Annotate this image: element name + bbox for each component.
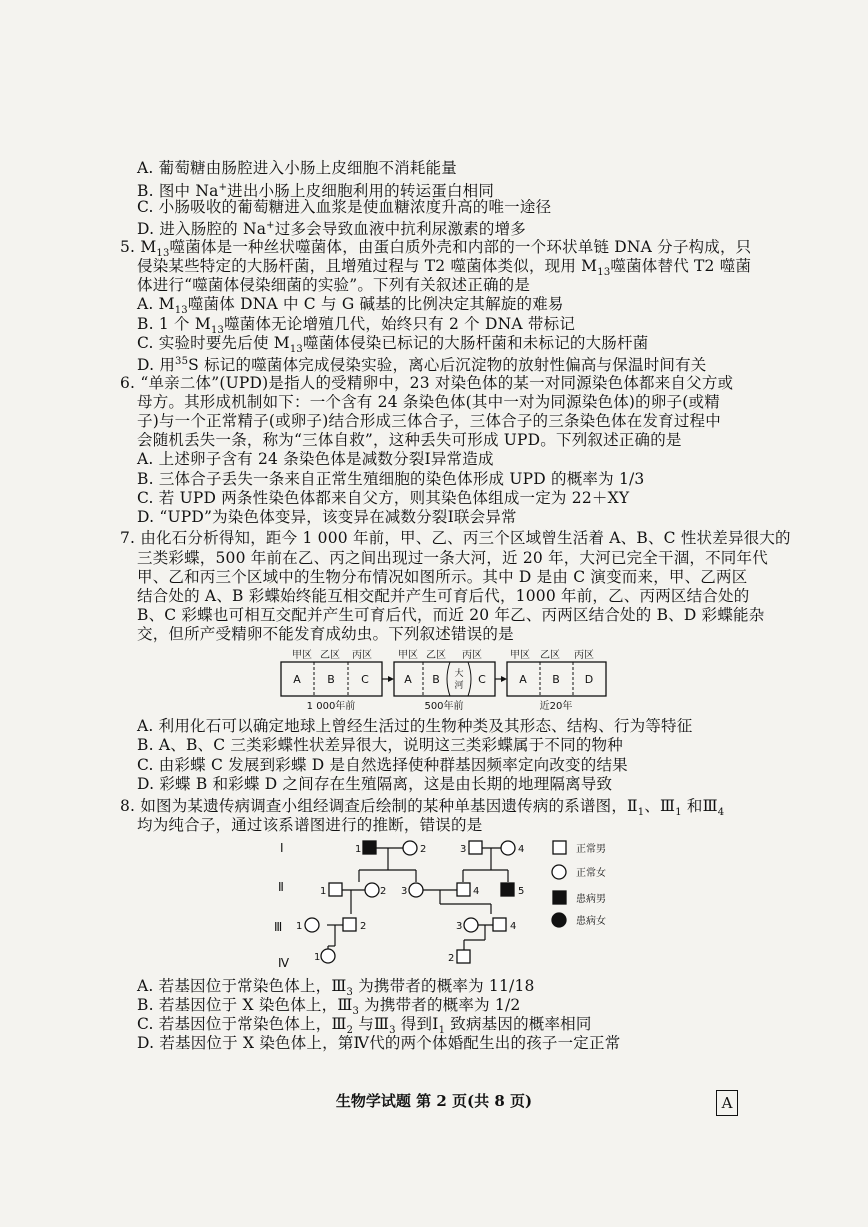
q5-stem-line3: 体进行“噬菌体侵染细菌的实验”。下列有关叙述正确的是 xyxy=(137,276,531,294)
q5-option-a: A. $M_{13}$噬菌体 DNA 中 C 与 G 碱基的比例决定其解旋的难易 xyxy=(137,295,564,317)
page-footer: 生物学试题 第 2 页(共 8 页) xyxy=(335,1092,533,1110)
legend-normal-male-icon xyxy=(553,841,566,854)
q6-option-c: C. 若 UPD 两条性染色体都来自父方，则其染色体组成一定为 22＋XY xyxy=(137,489,630,507)
q8-stem-line2: 均为纯合子，通过该系谱图进行的推断，错误的是 xyxy=(137,816,483,834)
fig-river-label: 河 xyxy=(454,681,464,691)
normal-male-symbol xyxy=(457,950,470,963)
q5-option-b: B. 1 个 $M_{13}$噬菌体无论增殖几代，始终只有 2 个 DNA 带标记 xyxy=(137,315,576,337)
q7-option-a: A. 利用化石可以确定地球上曾经生活过的生物种类及其形态、结构、行为等特征 xyxy=(137,717,693,735)
q4-option-b: B. 图中 Na+进出小肠上皮细胞利用的转运蛋白相同 xyxy=(137,182,495,201)
pedigree-number: 1 xyxy=(314,952,321,963)
fig-species: C xyxy=(478,673,486,686)
normal-female-symbol xyxy=(501,841,515,855)
normal-male-symbol xyxy=(457,883,470,896)
pedigree-chart xyxy=(270,834,650,970)
legend-label: 正常女 xyxy=(576,868,606,879)
generation-label: Ⅰ xyxy=(280,841,284,855)
fig-species: B xyxy=(327,673,335,686)
fig-caption: 近20年 xyxy=(539,701,573,712)
legend-label: 正常男 xyxy=(576,844,606,855)
q5-option-c: C. 实验时要先后使 $M_{13}$噬菌体侵染已标记的大肠杆菌和未标记的大肠杆菌 xyxy=(137,334,649,356)
normal-male-symbol xyxy=(329,883,342,896)
legend-label: 患病男 xyxy=(576,894,606,905)
fig-zone-label: 乙区 xyxy=(426,650,446,661)
q7-option-c: C. 由彩蝶 C 发展到彩蝶 D 是自然选择使种群基因频率定向改变的结果 xyxy=(137,756,628,774)
fig-zone-label: 甲区 xyxy=(510,650,530,661)
q5-stem-line2: 侵染某些特定的大肠杆菌，且增殖过程与 T2 噬菌体类似，现用 $M_{13}$噬菌体替代 T2 噬菌 xyxy=(137,257,752,279)
version-badge: A xyxy=(716,1090,738,1116)
q7-stem-line1: 7. 由化石分析得知，距今 1 000 年前，甲、乙、丙三个区域曾生活着 A、B、C 性状差异很大的 xyxy=(120,529,791,547)
q6-stem-line3: 子)与一个正常精子(或卵子)结合形成三体合子，三体合子的三条染色体在发育过程中 xyxy=(137,412,721,430)
q4-option-c: C. 小肠吸收的葡萄糖进入血浆是使血糖浓度升高的唯一途径 xyxy=(137,198,552,216)
normal-male-symbol xyxy=(493,918,506,931)
fig-caption: 500年前 xyxy=(424,701,464,712)
q4-option-a: A. 葡萄糖由肠腔进入小肠上皮细胞不消耗能量 xyxy=(137,159,457,177)
normal-female-symbol xyxy=(403,841,417,855)
q7-stem-line5: B、C 彩蝶也可相互交配并产生可育后代，而近 20 年乙、丙两区结合处的 B、D 彩蝶能杂 xyxy=(137,606,765,624)
fig-zone-label: 丙区 xyxy=(352,650,372,661)
pedigree-number: 5 xyxy=(518,886,525,897)
q7-stem-line4: 结合处的 A、B 彩蝶始终能互相交配并产生可育后代，1000 年前，乙、丙两区结合处的 xyxy=(137,587,750,605)
fig-zone-label: 甲区 xyxy=(398,650,418,661)
q7-stem-line3: 甲、乙和丙三个区域中的生物分布情况如图所示。其中 D 是由 C 演变而来，甲、乙两区 xyxy=(137,568,748,586)
q7-stem-line6: 交，但所产受精卵不能发育成幼虫。下列叙述错误的是 xyxy=(137,625,514,643)
fig-species: D xyxy=(584,673,594,686)
q4-option-d: D. 进入肠腔的 Na+过多会导致血液中抗利尿激素的增多 xyxy=(137,220,526,239)
legend-normal-female-icon xyxy=(552,865,566,879)
q6-stem-line4: 会随机丢失一条，称为“三体自救”，这种丢失可形成 UPD。下列叙述正确的是 xyxy=(137,431,682,449)
q8-option-a: A. 若基因位于常染色体上，$Ⅲ_3$ 为携带者的概率为 11/18 xyxy=(137,977,535,999)
legend-affected-male-icon xyxy=(553,891,566,904)
q7-option-d: D. 彩蝶 B 和彩蝶 D 之间存在生殖隔离，这是由长期的地理隔离导致 xyxy=(137,775,613,793)
arrow-right-icon xyxy=(388,676,394,682)
q6-stem-line1: 6. “单亲二体”(UPD)是指人的受精卵中，23 对染色体的某一对同源染色体都来自父方或 xyxy=(120,374,734,392)
fig-species: A xyxy=(519,673,527,686)
legend-affected-female-icon xyxy=(552,913,566,927)
fig-zone-label: 丙区 xyxy=(462,650,482,661)
normal-female-symbol xyxy=(321,949,335,963)
q5-option-d: D. 用$^{35}$S 标记的噬菌体完成侵染实验，离心后沉淀物的放射性偏高与保温时间有关 xyxy=(137,356,707,375)
generation-label: Ⅳ xyxy=(278,956,290,970)
normal-female-symbol xyxy=(464,918,478,932)
fig-caption: 1 000年前 xyxy=(306,701,356,712)
q6-option-d: D. “UPD”为染色体变异，该变异在减数分裂Ⅰ联会异常 xyxy=(137,508,517,526)
q8-stem-line1: 8. 如图为某遗传病调查小组经调查后绘制的某种单基因遗传病的系谱图，$Ⅱ_1$、$Ⅲ_1$ 和$Ⅲ_4$ xyxy=(120,797,725,819)
q7-option-b: B. A、B、C 三类彩蝶性状差异很大，说明这三类彩蝶属于不同的物种 xyxy=(137,736,623,754)
butterfly-distribution-figure xyxy=(278,646,610,712)
pedigree-number: 4 xyxy=(510,921,517,932)
pedigree-number: 4 xyxy=(473,886,480,897)
pedigree-number: 2 xyxy=(448,953,455,964)
fig-zone-label: 甲区 xyxy=(292,650,312,661)
pedigree-number: 2 xyxy=(360,921,367,932)
fig-zone-label: 乙区 xyxy=(320,650,340,661)
fig-species: B xyxy=(552,673,560,686)
normal-female-symbol xyxy=(305,918,319,932)
fig-zone-label: 乙区 xyxy=(540,650,560,661)
normal-female-symbol xyxy=(365,883,379,897)
fig-zone-label: 丙区 xyxy=(574,650,594,661)
normal-female-symbol xyxy=(409,883,423,897)
pedigree-number: 1 xyxy=(296,921,303,932)
generation-label: Ⅱ xyxy=(278,880,284,894)
generation-label: Ⅲ xyxy=(274,920,283,934)
pedigree-number: 2 xyxy=(420,844,427,855)
pedigree-number: 1 xyxy=(320,886,327,897)
q8-option-c: C. 若基因位于常染色体上，$Ⅲ_2$ 与$Ⅲ_3$ 得到$Ⅰ_1$ 致病基因的概率相同 xyxy=(137,1015,592,1037)
fig-species: A xyxy=(293,673,301,686)
pedigree-number: 3 xyxy=(456,921,463,932)
arrow-right-icon xyxy=(501,676,507,682)
legend-label: 患病女 xyxy=(576,916,606,927)
pedigree-number: 2 xyxy=(380,886,387,897)
pedigree-number: 4 xyxy=(518,844,525,855)
pedigree-number: 3 xyxy=(460,844,467,855)
q6-stem-line2: 母方。其形成机制如下：一个含有 24 条染色体(其中一对为同源染色体)的卵子(或精 xyxy=(137,393,720,411)
pedigree-number: 1 xyxy=(355,844,362,855)
q8-option-b: B. 若基因位于 X 染色体上，$Ⅲ_3$ 为携带者的概率为 1/2 xyxy=(137,996,521,1018)
fig-river-label: 大 xyxy=(454,669,464,679)
q5-stem-line1: 5. $M_{13}$噬菌体是一种丝状噬菌体，由蛋白质外壳和内部的一个环状单链 DNA 分子构成，只 xyxy=(120,238,752,260)
normal-male-symbol xyxy=(469,841,482,854)
q7-stem-line2: 三类彩蝶，500 年前在乙、丙之间出现过一条大河，近 20 年，大河已完全干涸，不同年代 xyxy=(137,549,768,567)
fig-species: A xyxy=(404,673,412,686)
affected-male-symbol xyxy=(501,883,514,896)
pedigree-number: 3 xyxy=(401,886,408,897)
affected-male-symbol xyxy=(363,841,376,854)
fig-species: C xyxy=(361,673,369,686)
q6-option-a: A. 上述卵子含有 24 条染色体是减数分裂Ⅰ异常造成 xyxy=(137,450,494,468)
q8-option-d: D. 若基因位于 X 染色体上，第Ⅳ代的两个体婚配生出的孩子一定正常 xyxy=(137,1034,621,1052)
fig-species: B xyxy=(432,673,440,686)
q6-option-b: B. 三体合子丢失一条来自正常生殖细胞的染色体形成 UPD 的概率为 1/3 xyxy=(137,470,645,488)
normal-male-symbol xyxy=(343,918,356,931)
